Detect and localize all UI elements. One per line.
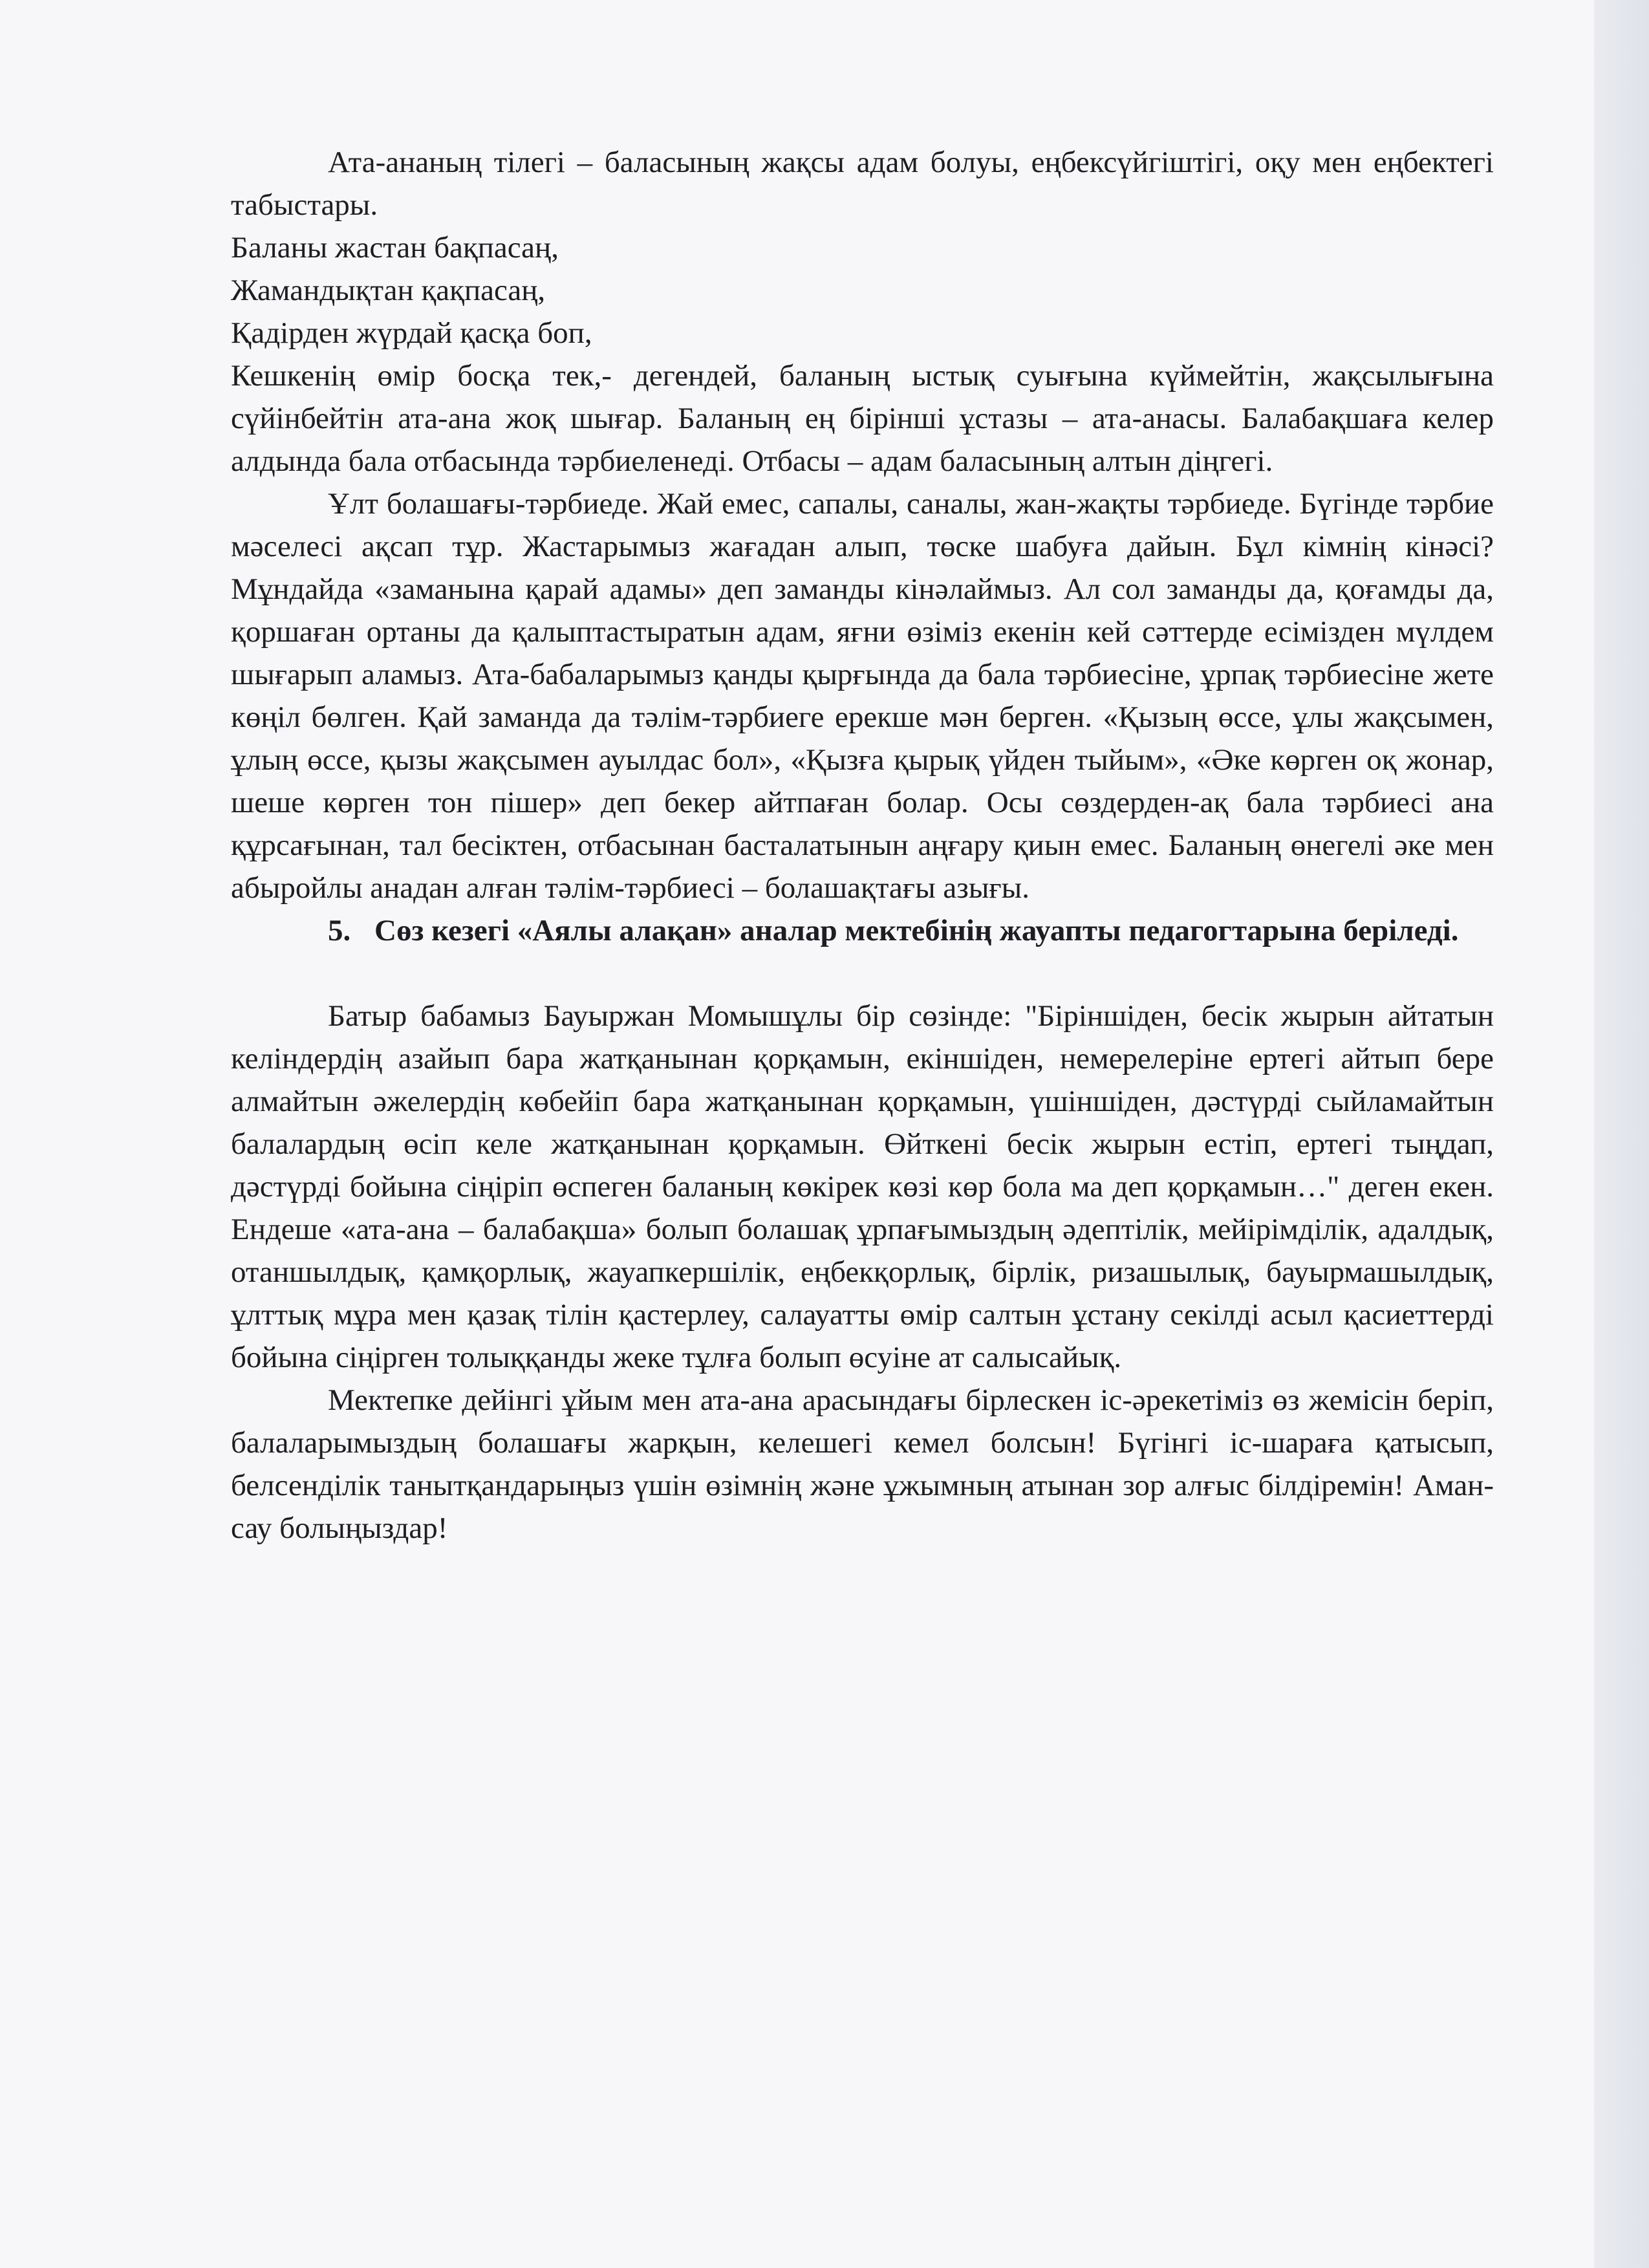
poem-line-2: Жамандықтан қақпасаң, bbox=[231, 274, 546, 307]
section-heading bbox=[328, 909, 1494, 952]
paragraph-upbringing: Ұлт болашағы-тәрбиеде. Жай емес, сапалы, саналы, жан-жақты тәрбиеде. Бүгінде тәрбие мәселесі ақсап тұр. Жастарымыз жағадан алып, төске шабуға дайын. Бұл кімнің кінәсі? Мұндайда «заманына қарай адамы» деп заманды кінәлаймыз. Ал сол заманды да, қоғамды да, қоршаған ортаны да қалыптастыратын адам, яғни өзіміз екенін кей сәттерде есімізден мүлдем шығарып аламыз. Ата-бабаларымыз қанды қырғында да бала тәрбиесіне, ұрпақ тәрбиесіне жете көңіл бөлген. Қай заманда да тәлім-тәрбиеге ерекше мән берген. «Қызың өссе, ұлы жақсымен, ұлың өссе, қызы жақсымен ауылдас бол», «Қызға қырық үйден тыйым», «Әке көрген оқ жонар, шеше көрген тон пішер» деп бекер айтпаған болар. Осы сөздерден-ақ бала тәрбиесі ана құрсағынан, тал бесіктен, отбасынан басталатынын аңғару қиын емес. Баланың өнегелі әке мен абыройлы анадан алған тәлім-тәрбиесі – болашақтағы азығы. bbox=[231, 487, 1494, 905]
document-body bbox=[231, 141, 1494, 1550]
paragraph-family: Кешкенің өмір босқа тек,- дегендей, баланың ыстық суығына күймейтін, жақсылығына сүйінбейтін ата-ана жоқ шығар. Баланың ең бірінші ұстазы – ата-анасы. Балабақшаға келер алдында бала отбасында тәрбиеленеді. Отбасы – адам баласының алтын діңгегі. bbox=[231, 359, 1494, 478]
poem-line-1: Баланы жастан бақпасаң, bbox=[231, 231, 559, 265]
heading-text: Сөз кезегі «Аялы алақан» аналар мектебінің жауапты педагогтарына беріледі. bbox=[374, 914, 1459, 947]
blank-line bbox=[231, 952, 1494, 995]
paragraph-momyshuly-quote: Батыр бабамыз Бауыржан Момышұлы бір сөзінде: "Біріншіден, бесік жырын айтатын келіндердің азайып бара жатқанынан қорқамын, екіншіден, немерелеріне ертегі айтып бере алмайтын әжелердің көбейіп бара жатқанынан қорқамын, үшіншіден, дәстүрді сыйламайтын балалардың өсіп келе жатқанынан қорқамын. Өйткені бесік жырын естіп, ертегі тыңдап, дәстүрді бойына сіңіріп өспеген баланың көкірек көзі көр бола ма деп қорқамын…" деген екен. Ендеше «ата-ана – балабақша» болып болашақ ұрпағымыздың әдептілік, мейірімділік, адалдық, отаншылдық, қамқорлық, жауапкершілік, еңбекқорлық, бірлік, ризашылық, бауырмашылдық, ұлттық мұра мен қазақ тілін қастерлеу, салауатты өмір салтын ұстану секілді асыл қасиеттерді бойына сіңірген толыққанды жеке тұлға болып өсуіне ат салысайық. bbox=[231, 999, 1494, 1374]
paragraph-closing: Мектепке дейінгі ұйым мен ата-ана арасындағы бірлескен іс-әрекетіміз өз жемісін беріп, балаларымыздың болашағы жарқын, келешегі кемел болсын! Бүгінгі іс-шараға қатысып, белсенділік танытқандарыңыз үшін өзімнің және ұжымның атынан зор алғыс білдіремін! Аман-сау болыңыздар! bbox=[231, 1383, 1494, 1545]
heading-number: 5. bbox=[328, 914, 351, 947]
scanner-margin bbox=[1594, 0, 1649, 2268]
poem-line-3: Қадірден жүрдай қасқа боп, bbox=[231, 316, 592, 350]
paragraph-wishes: Ата-ананың тілегі – баласының жақсы адам болуы, еңбексүйгіштігі, оқу мен еңбектегі табыстары. bbox=[231, 146, 1494, 222]
